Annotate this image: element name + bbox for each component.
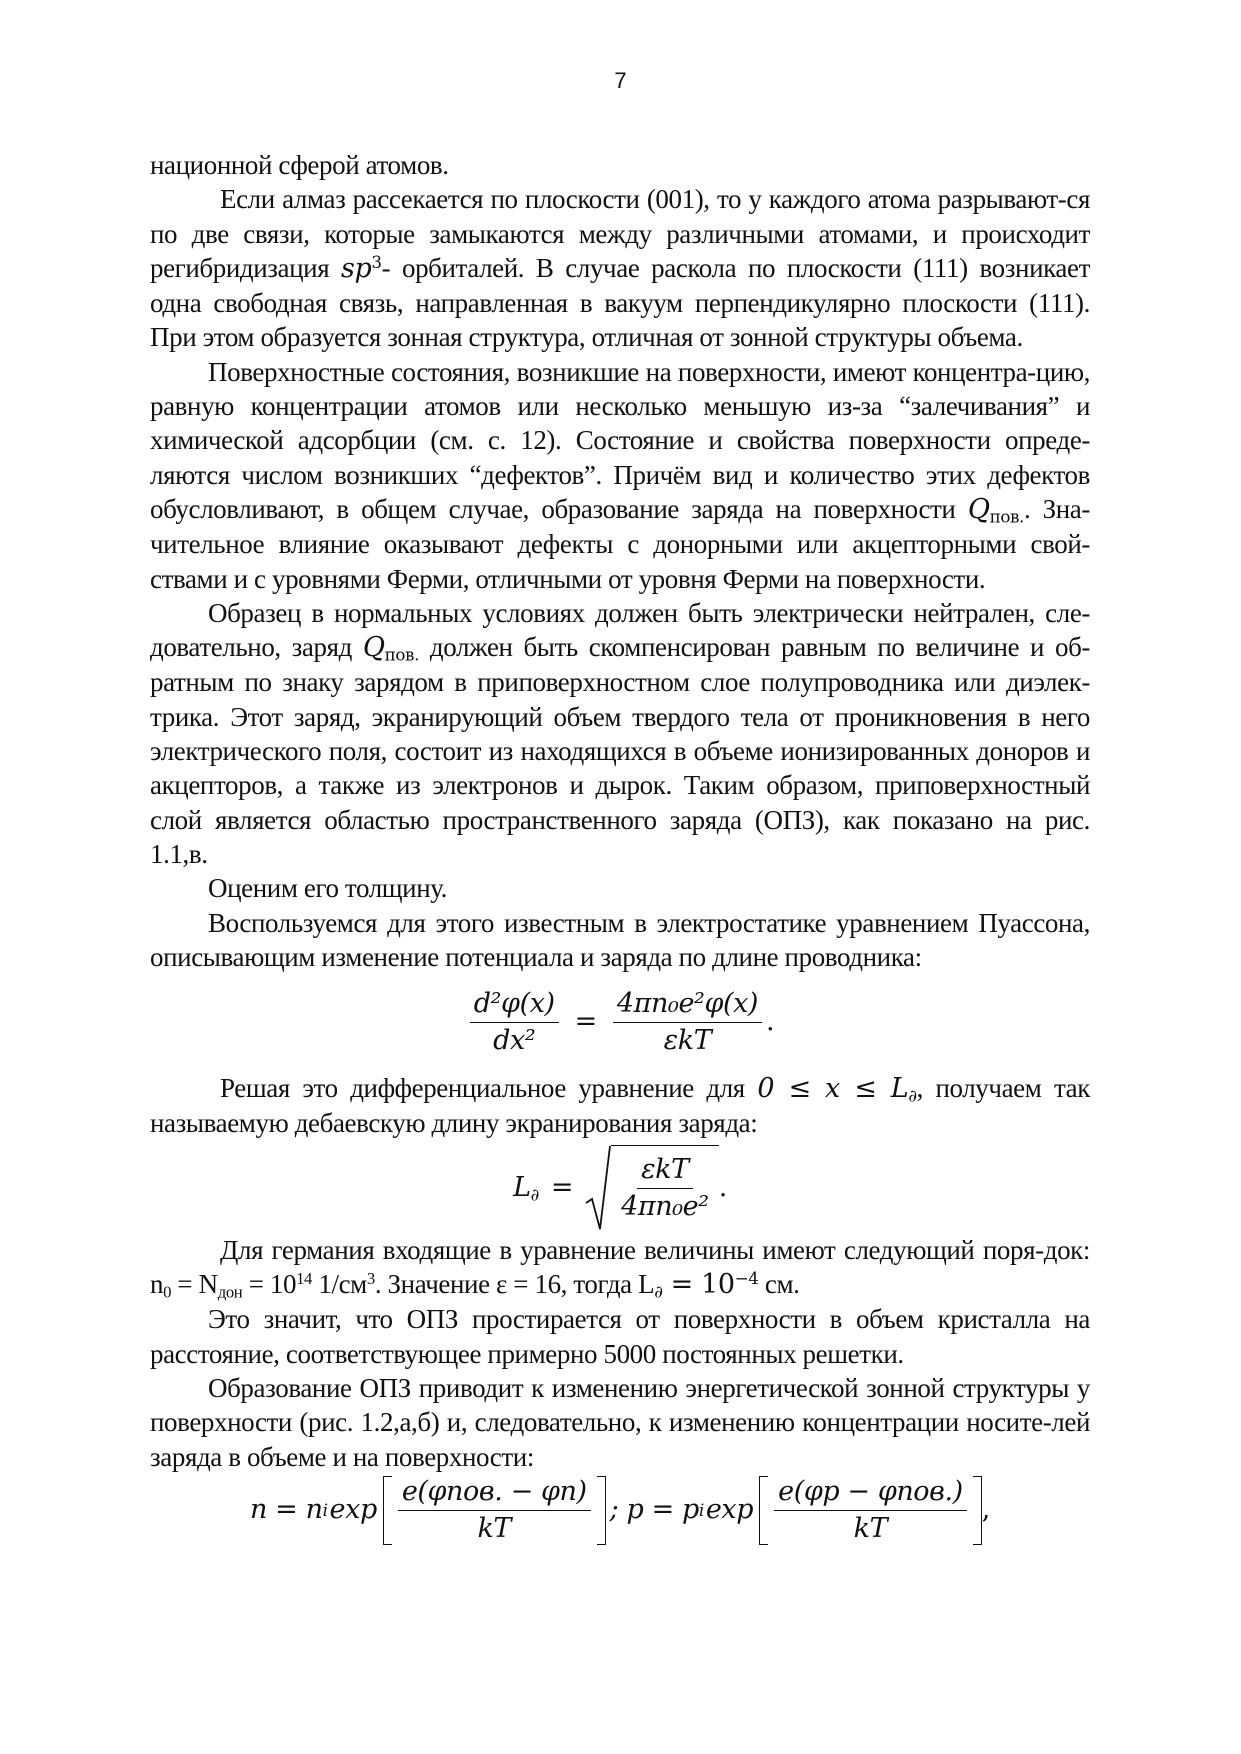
fraction-denominator: εkT [663, 1025, 712, 1057]
text: - орбиталей. В случае раскола по плоскости (111) возникает одна свободная связь, направленная в вакуум перпендикулярно плоскости (111). При этом образуется зонная структура, отличная от зонной структуры объема. [150, 252, 1090, 353]
sp-base: sp [341, 252, 372, 284]
range-text: 0 ≤ x ≤ L [757, 1073, 909, 1105]
equals-sign: = [550, 1171, 574, 1203]
bracket-group [759, 1476, 982, 1545]
q-surface-symbol [968, 494, 1024, 525]
paragraph-poisson-intro [150, 906, 1090, 975]
text: , получаем так называемую дебаевскую длину экранирования заряда: [150, 1073, 1090, 1139]
superscript: −4 [734, 1267, 759, 1288]
text: Оценим его толщину. [208, 873, 447, 904]
superscript: 14 [296, 1268, 313, 1288]
left-bracket-icon [759, 1476, 768, 1545]
paragraph-surface-states [150, 355, 1090, 596]
fraction-denominator: kT [477, 1512, 512, 1544]
poisson-equation [150, 988, 1090, 1057]
radicand [611, 1145, 719, 1231]
separator: ; p = p [609, 1494, 699, 1526]
subscript: дон [217, 1282, 243, 1302]
fraction [398, 1476, 591, 1545]
equation-comma: , [981, 1494, 990, 1526]
text: Это значит, что ОПЗ простирается от поверхности в объем кристалла на расстояние, соответствующее примерно 5000 постоянных решетки. [150, 1304, 1090, 1369]
fraction-numerator: e(φпов. − φn) [398, 1476, 591, 1511]
paragraph-diamond-cleavage [150, 182, 1090, 354]
fraction-denominator: dx² [493, 1025, 536, 1057]
fraction [774, 1476, 967, 1545]
fraction-numerator: e(φp − φпов.) [774, 1476, 967, 1511]
q-base: Q [362, 632, 385, 664]
page-number: 7 [614, 68, 627, 93]
subscript: 0 [163, 1282, 172, 1302]
sp-exponent: 3 [371, 251, 382, 272]
text: должен быть скомпенсирован равным по величине и об-ратным по знаку зарядом в приповерхностном слое полупроводника или диэлек-трика. Этот заряд, экранирующий объем твердого тела от проникновения в него электрического поля, состоит из находящихся в объеме ионизированных доноров и акцепторов, а также из электронов и дырок. Таким образом, приповерхностный слой является областью пространственного заряда (ОПЗ), как показано на рис. 1.1,в. [150, 632, 1091, 869]
text: . Значение ε = 16, тогда L [374, 1269, 655, 1300]
superscript: 3 [366, 1268, 375, 1288]
exp-function: exp [705, 1494, 754, 1526]
page-body [150, 148, 1090, 1545]
exp-function: exp [329, 1494, 377, 1526]
paragraph-germanium [150, 1233, 1090, 1303]
l-subscript: ∂ [530, 1184, 539, 1205]
debye-lhs [513, 1171, 539, 1205]
subscript: ∂ [654, 1281, 663, 1302]
square-root [585, 1145, 719, 1231]
fraction-rhs [613, 988, 762, 1057]
equation-period: . [766, 1006, 775, 1038]
text: n [150, 1269, 164, 1300]
text: Решая это дифференциальное уравнение для [220, 1073, 758, 1104]
fraction-numerator: εkT [637, 1154, 693, 1189]
text: 1/см [312, 1269, 367, 1300]
paragraph-continuation [150, 148, 1090, 182]
text: = 10 [242, 1269, 297, 1300]
q-surface-symbol [363, 632, 419, 663]
text: Образование ОПЗ приводит к изменению энергетической зонной структуры у поверхности (рис. 1.2,а,б) и, следовательно, к изменению концентрации носите-лей заряда в объеме и на поверхности: [150, 1372, 1090, 1472]
equation-period: . [718, 1171, 727, 1203]
text: . Зна-чительное влияние оказывают дефекты с донорными или акцепторными свой-ствами и с уровнями Ферми, отличными от уровня Ферми на поверхности. [150, 493, 1090, 594]
fraction-numerator: d²φ(x) [470, 988, 559, 1023]
q-subscript: пов. [989, 506, 1024, 527]
q-base: Q [967, 493, 990, 525]
text: см. [758, 1269, 800, 1300]
right-bracket-icon [597, 1476, 606, 1545]
text: Для германия входящие в уравнение величины имеют следующий поря-док: [220, 1234, 1090, 1265]
text: Поверхностные состояния, возникшие на поверхности, имеют концентра-цию, равную концентрации атомов или несколько меньшую из-за “залечивания” и химической адсорбции (см. с. 12). Состояние и свойства поверхности опреде-ляются числом возникших “дефектов”. Причём вид и количество этих дефектов обусловливают, в общем случае, образование заряда на поверхности [150, 356, 1090, 524]
l-symbol: L [513, 1171, 531, 1203]
left-bracket-icon [383, 1476, 392, 1545]
text: Если алмаз рассекается по плоскости (001), то у каждого атома разрывают-ся по две связи, которые замыкаются между различными атомами, и происходит регибридизация [150, 184, 1090, 283]
fraction-lhs [470, 988, 559, 1057]
equals-sign: = [574, 1006, 597, 1038]
text: = N [171, 1269, 218, 1300]
fraction [617, 1154, 713, 1223]
text: Воспользуемся для этого известным в электростатике уравнением Пуассона, описывающим изменение потенциала и заряда по длине проводника: [150, 907, 1090, 972]
paragraph-band-structure [150, 1371, 1090, 1474]
range-expression [757, 1073, 916, 1104]
paragraph-estimate [150, 871, 1090, 905]
text: национной сферой атомов. [150, 150, 449, 180]
q-subscript: пов. [384, 644, 419, 665]
range-subscript: ∂ [908, 1085, 917, 1106]
text: Образец в нормальных условиях должен быть электрически нейтрален, сле-довательно, заряд [150, 597, 1090, 663]
fraction-denominator: 4πn₀e² [621, 1190, 709, 1222]
fraction-numerator: 4πn₀e²φ(x) [613, 988, 762, 1023]
bracket-group [383, 1476, 606, 1545]
paragraph-neutrality [150, 596, 1090, 871]
debye-equation [150, 1145, 1090, 1231]
sp-symbol [341, 253, 382, 284]
right-bracket-icon [973, 1476, 982, 1545]
fraction-denominator: kT [853, 1512, 888, 1544]
text: = 10 [662, 1269, 735, 1301]
concentration-equation: n = n i exp $\frac{\text{e(φпов. − φn)}}{kT}$ ; p = p i exp $\frac{\text{e(φp − φпов.)}}{kT}$ , [250, 1475, 990, 1544]
radical-sign-icon [585, 1145, 611, 1231]
paragraph-debye-intro [150, 1071, 1090, 1141]
n-lhs: n = n [250, 1494, 323, 1526]
paragraph-scr-extent [150, 1302, 1090, 1371]
